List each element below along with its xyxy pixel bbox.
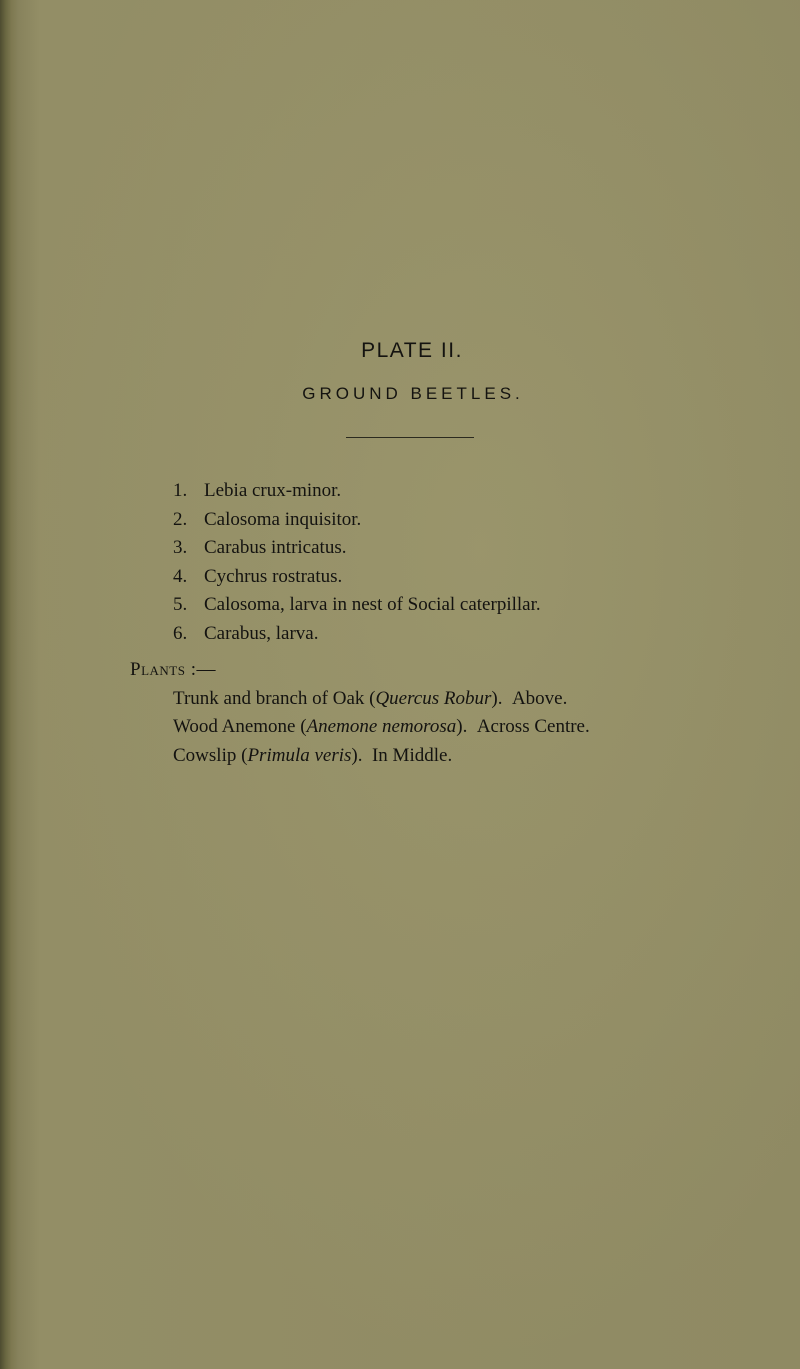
plant-entry: Cowslip (Primula veris). In Middle. bbox=[173, 744, 453, 766]
plant-latin-name: Quercus Robur bbox=[375, 687, 492, 709]
species-number: 1. bbox=[173, 480, 188, 501]
plants-list bbox=[173, 685, 790, 771]
species-name: Carabus, larva. bbox=[204, 622, 319, 644]
plant-entry: Wood Anemone (Anemone nemorosa). Across Centre. bbox=[173, 716, 590, 737]
plant-common-name: Trunk and branch of Oak bbox=[173, 687, 365, 709]
plant-common-name: Cowslip bbox=[173, 744, 237, 766]
plants-heading: Plants :— bbox=[130, 659, 216, 680]
title-divider bbox=[346, 437, 474, 438]
species-name: Carabus intricatus. bbox=[204, 537, 347, 558]
plant-entry: Trunk and branch of Oak (Quercus Robur). Above. bbox=[173, 687, 568, 709]
page-binding-edge bbox=[0, 0, 18, 1369]
species-name: Calosoma, larva in nest of Social caterpillar. bbox=[204, 594, 541, 615]
species-name: Cychrus rostratus. bbox=[204, 565, 343, 587]
species-name: Lebia crux-minor. bbox=[204, 480, 342, 501]
species-list bbox=[173, 477, 541, 648]
species-item bbox=[173, 591, 541, 620]
species-item bbox=[173, 563, 541, 592]
species-item bbox=[173, 620, 541, 649]
species-item bbox=[173, 534, 541, 563]
species-item bbox=[173, 477, 541, 506]
plate-subtitle: GROUND BEETLES. bbox=[302, 384, 524, 403]
species-number: 4. bbox=[173, 565, 188, 587]
plant-common-name: Wood Anemone bbox=[173, 716, 296, 737]
plant-latin-name: Primula veris bbox=[247, 744, 352, 766]
species-name: Calosoma inquisitor. bbox=[204, 508, 362, 530]
plate-title: PLATE II. bbox=[361, 339, 463, 362]
species-number: 6. bbox=[173, 622, 188, 644]
plants-section bbox=[130, 656, 790, 770]
species-number: 3. bbox=[173, 537, 188, 558]
plant-position: Across Centre. bbox=[476, 716, 590, 737]
species-number: 2. bbox=[173, 508, 188, 530]
species-item bbox=[173, 506, 541, 535]
plant-position: Above. bbox=[511, 687, 568, 709]
plant-position: In Middle. bbox=[371, 744, 453, 766]
species-number: 5. bbox=[173, 594, 188, 615]
plant-latin-name: Anemone nemorosa bbox=[306, 716, 457, 737]
